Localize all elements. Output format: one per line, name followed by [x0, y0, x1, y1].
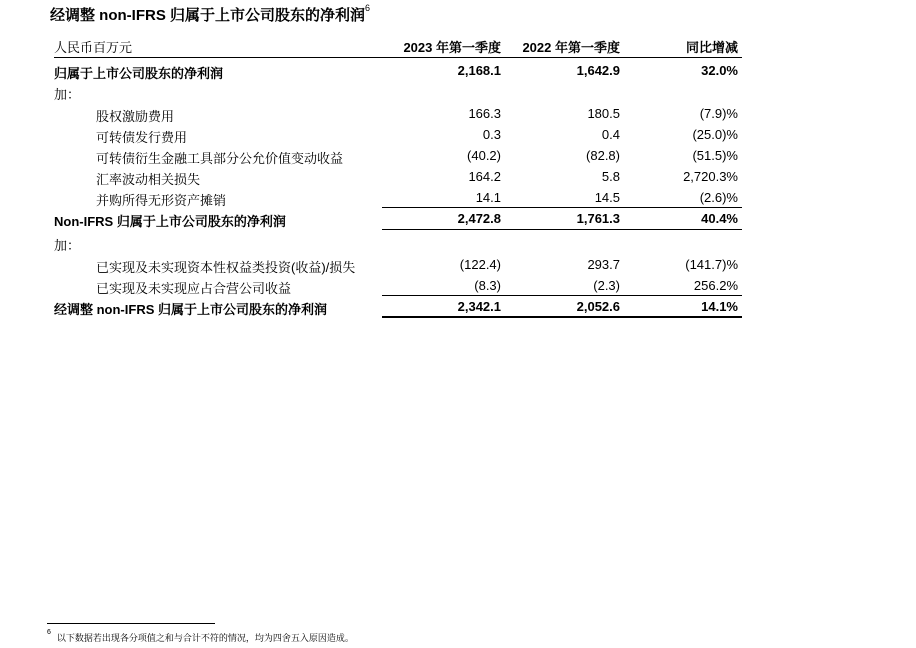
- row-label: 可转债衍生金融工具部分公允价值变动收益: [96, 151, 344, 166]
- table-row: [0, 103, 916, 124]
- value-2023q1: (8.3): [474, 278, 501, 293]
- table-header-row: [0, 34, 916, 55]
- page-title: [50, 4, 370, 25]
- value-2023q1: 2,342.1: [457, 299, 501, 314]
- value-2023q1: 14.1: [475, 190, 501, 205]
- value-2023q1: 2,168.1: [457, 63, 501, 78]
- row-label: 股权激励费用: [96, 109, 175, 124]
- value-yoy: (141.7)%: [685, 257, 738, 272]
- row-label: 已实现及未实现应占合营公司收益: [96, 281, 292, 296]
- subtotal-bottom-rule: [382, 229, 742, 230]
- header-col-2022q1: 2022 年第一季度: [522, 40, 620, 55]
- row-label: 汇率波动相关损失: [96, 172, 201, 187]
- value-2023q1: 164.2: [468, 169, 501, 184]
- header-col-2023q1: 2023 年第一季度: [403, 40, 501, 55]
- row-label: 经调整 non-IFRS 归属于上市公司股东的净利润: [54, 302, 327, 317]
- footnote-text: 以下数据若出现各分项值之和与合计不符的情况，均为四舍五入原因造成。: [56, 633, 354, 643]
- value-2022q1: (2.3): [593, 278, 620, 293]
- value-2022q1: 0.4: [601, 127, 620, 142]
- value-yoy: 14.1%: [701, 299, 738, 314]
- value-2022q1: 1,761.3: [576, 211, 620, 226]
- title-text: 经调整 non-IFRS 归属于上市公司股东的净利润: [50, 7, 365, 24]
- table-row: [0, 81, 916, 102]
- value-2023q1: 0.3: [482, 127, 501, 142]
- table-row: [0, 254, 916, 275]
- table-row: [0, 124, 916, 145]
- value-2023q1: (40.2): [467, 148, 501, 163]
- value-2022q1: 180.5: [587, 106, 620, 121]
- table-row: [0, 208, 916, 229]
- row-label: Non-IFRS 归属于上市公司股东的净利润: [54, 214, 286, 229]
- value-2022q1: 1,642.9: [576, 63, 620, 78]
- value-yoy: 256.2%: [693, 278, 738, 293]
- table-row: [0, 232, 916, 253]
- row-label: 已实现及未实现资本性权益类投资(收益)/损失: [96, 260, 356, 275]
- header-col-yoy: 同比增减: [685, 40, 738, 55]
- row-label: 加：: [54, 238, 81, 253]
- table-row: [0, 60, 916, 81]
- value-yoy: (25.0)%: [692, 127, 738, 142]
- value-2023q1: 166.3: [468, 106, 501, 121]
- header-rule: [54, 57, 742, 58]
- value-2022q1: 14.5: [594, 190, 620, 205]
- table-row: [0, 275, 916, 296]
- value-2022q1: 5.8: [601, 169, 620, 184]
- row-label: 可转债发行费用: [96, 130, 188, 145]
- row-label: 归属于上市公司股东的净利润: [54, 66, 224, 81]
- table-row: [0, 145, 916, 166]
- value-yoy: (2.6)%: [699, 190, 738, 205]
- title-footnote-mark: 6: [365, 3, 371, 13]
- footnote-mark: 6: [47, 629, 51, 636]
- unit-label: 人民币百万元: [54, 40, 133, 55]
- table-row: [0, 187, 916, 208]
- table-row: [0, 296, 916, 317]
- value-yoy: 40.4%: [701, 211, 738, 226]
- value-2022q1: 2,052.6: [576, 299, 620, 314]
- value-2023q1: (122.4): [459, 257, 501, 272]
- footnote-divider: [47, 623, 215, 624]
- row-label: 并购所得无形资产摊销: [96, 193, 227, 208]
- table-row: [0, 166, 916, 187]
- value-yoy: (51.5)%: [692, 148, 738, 163]
- value-2023q1: 2,472.8: [457, 211, 501, 226]
- value-2022q1: (82.8): [586, 148, 620, 163]
- footnote: [47, 631, 354, 644]
- total-bottom-rule: [382, 316, 742, 318]
- value-yoy: (7.9)%: [699, 106, 738, 121]
- row-label: 加：: [54, 87, 81, 102]
- value-yoy: 2,720.3%: [683, 169, 738, 184]
- value-yoy: 32.0%: [701, 63, 738, 78]
- value-2022q1: 293.7: [587, 257, 620, 272]
